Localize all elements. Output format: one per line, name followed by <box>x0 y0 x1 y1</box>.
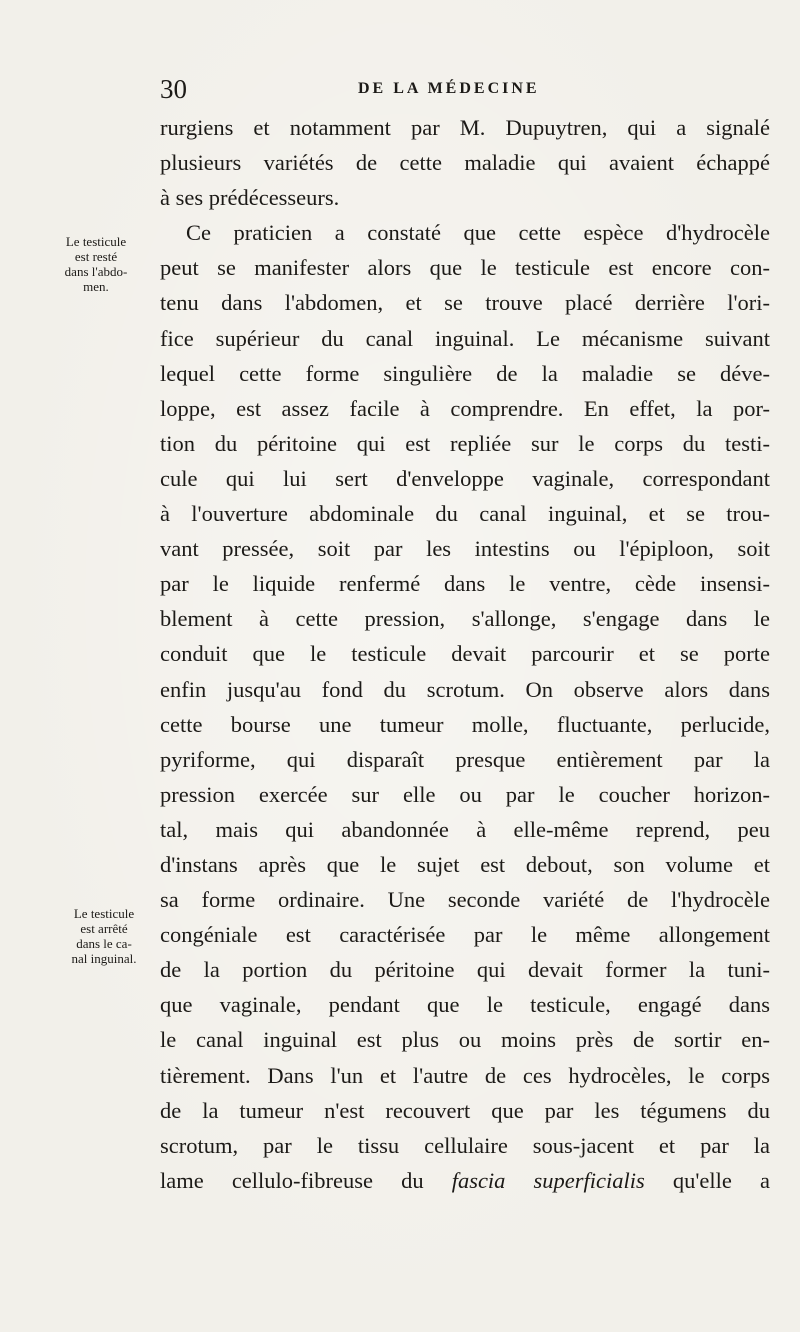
text-line: que vaginale, pendant que le testicule, engagé dans <box>160 992 770 1018</box>
margin-note-line: Le testicule <box>65 234 127 249</box>
text-line: blement à cette pression, s'allonge, s'engage dans le <box>160 606 770 632</box>
text-line: tion du péritoine qui est repliée sur le corps du testi- <box>160 430 770 456</box>
text-line: tièrement. Dans l'un et l'autre de ces hydrocèles, le corps <box>160 1062 770 1088</box>
margin-note-inguinal <box>52 906 156 966</box>
text-line: par le liquide renfermé dans le ventre, cède insensi- <box>160 571 770 597</box>
text-line: cule qui lui sert d'enveloppe vaginale, correspondant <box>160 465 770 491</box>
running-title: DE LA MÉDECINE <box>358 80 540 97</box>
text-line: de la tumeur n'est recouvert que par les tégumens du <box>160 1097 770 1123</box>
text-line: rurgiens et notamment par M. Dupuytren, qui a signalé <box>160 115 770 140</box>
text-line: lequel cette forme singulière de la maladie se déve- <box>160 360 770 386</box>
text-line: d'instans après que le sujet est debout, son volume et <box>160 851 770 877</box>
margin-note-line: est resté <box>74 249 118 264</box>
text-segment: qu'elle a <box>644 1167 770 1193</box>
text-line: peut se manifester alors que le testicule est encore con- <box>160 255 770 281</box>
margin-note-line: Le testicule <box>73 906 135 921</box>
text-line: pression exercée sur elle ou par le coucher horizon- <box>160 781 770 807</box>
text-line: à ses prédécesseurs. <box>160 185 340 211</box>
text-line: pyriforme, qui disparaît presque entièrement par la <box>160 746 770 772</box>
text-line: loppe, est assez facile à comprendre. En effet, la por- <box>160 395 770 421</box>
margin-note-line: est arrêté <box>80 921 128 936</box>
margin-note-abdomen <box>44 234 148 294</box>
text-line: vant pressée, soit par les intestins ou l'épiploon, soit <box>160 536 770 562</box>
text-line: scrotum, par le tissu cellulaire sous-jacent et par la <box>160 1132 770 1158</box>
text-line: de la portion du péritoine qui devait former la tuni- <box>160 957 770 983</box>
italic-term: fascia superficialis <box>451 1167 645 1193</box>
text-line: enfin jusqu'au fond du scrotum. On observe alors dans <box>160 676 770 702</box>
margin-note-line: dans le ca- <box>76 936 132 951</box>
text-line: plusieurs variétés de cette maladie qui avaient échappé <box>160 150 770 176</box>
text-line: tal, mais qui abandonnée à elle-même reprend, peu <box>160 816 770 842</box>
text-line: tenu dans l'abdomen, et se trouve placé derrière l'ori- <box>160 290 770 316</box>
text-line-last <box>160 1163 770 1198</box>
text-segment: lame cellulo-fibreuse du <box>160 1167 452 1193</box>
text-line: sa forme ordinaire. Une seconde variété de l'hydrocèle <box>160 887 770 913</box>
text-line: fice supérieur du canal inguinal. Le mécanisme suivant <box>160 325 770 351</box>
text-line: conduit que le testicule devait parcourir et se porte <box>160 641 770 667</box>
text-line: congéniale est caractérisée par le même allongement <box>160 922 770 948</box>
margin-note-line: men. <box>83 279 109 294</box>
page-number: 30 <box>160 74 187 104</box>
running-head <box>160 74 766 108</box>
margin-note-line: nal inguinal. <box>71 951 137 966</box>
text-line: cette bourse une tumeur molle, fluctuante, perlucide, <box>160 711 770 737</box>
margin-note-line: dans l'abdo- <box>64 264 128 279</box>
text-line: à l'ouverture abdominale du canal inguinal, et se trou- <box>160 501 770 527</box>
body-text <box>160 110 770 1198</box>
text-line: le canal inguinal est plus ou moins près de sortir en- <box>160 1027 770 1053</box>
text-line: Ce praticien a constaté que cette espèce d'hydrocèle <box>186 220 770 246</box>
